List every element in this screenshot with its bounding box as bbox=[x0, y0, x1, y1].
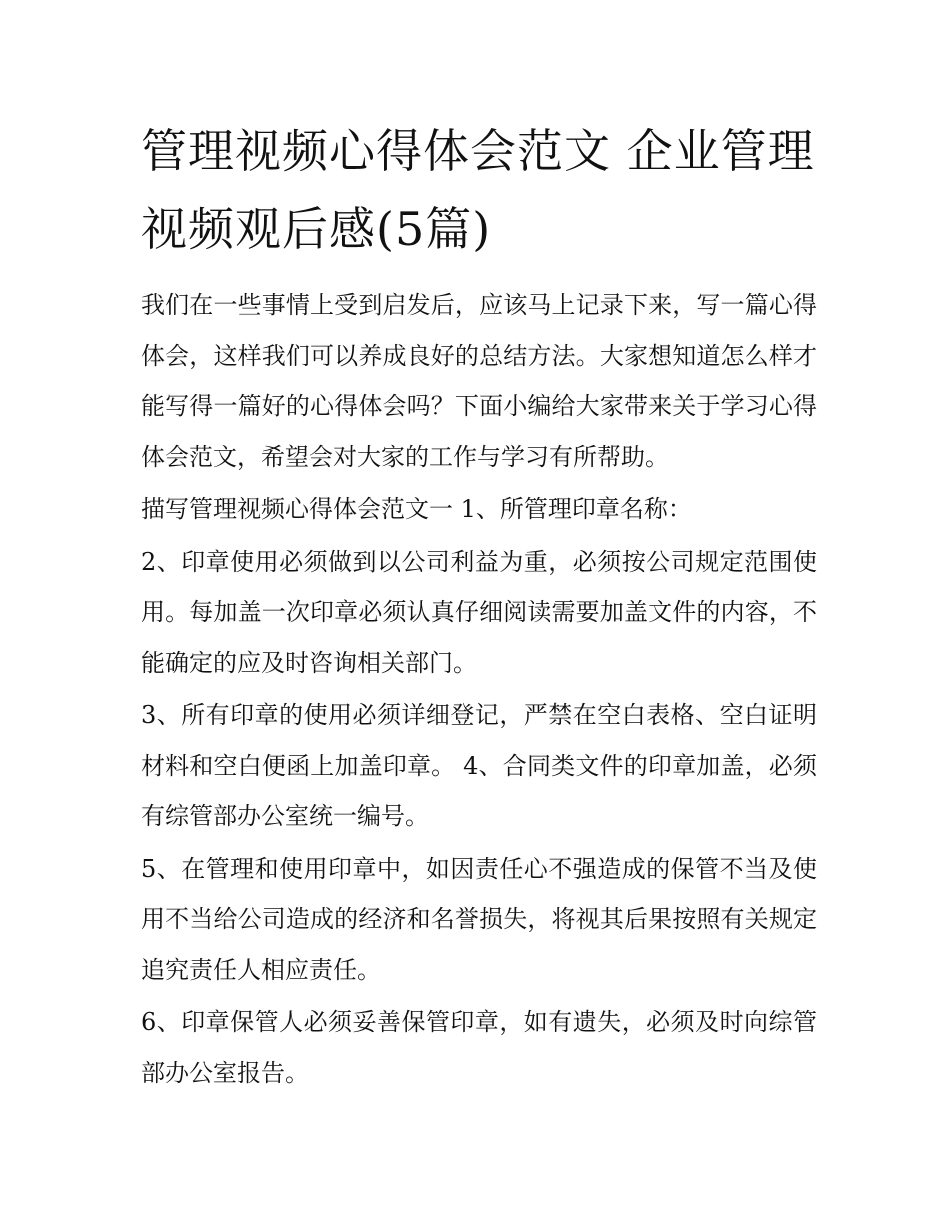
rule-paragraph-5: 5、在管理和使用印章中，如因责任心不强造成的保管不当及使用不当给公司造成的经济和名誉损失，将视其后果按照有关规定追究责任人相应责任。 bbox=[141, 854, 817, 984]
intro-paragraph: 我们在一些事情上受到启发后，应该马上记录下来，写一篇心得体会，这样我们可以养成良好的总结方法。大家想知道怎么样才能写得一篇好的心得体会吗？下面小编给大家带来关于学习心得体会范文，希望会对大家的工作与学习有所帮助。 bbox=[141, 291, 817, 471]
document-title: 管理视频心得体会范文 企业管理视频观后感(5篇) bbox=[141, 124, 815, 256]
document-body bbox=[141, 112, 817, 1100]
rule-paragraph-3-4: 3、所有印章的使用必须详细登记，严禁在空白表格、空白证明材料和空白便函上加盖印章。 4、合同类文件的印章加盖，必须有综管部办公室统一编号。 bbox=[141, 701, 817, 830]
rule-paragraph-6: 6、印章保管人必须妥善保管印章，如有遗失，必须及时向综管部办公室报告。 bbox=[141, 1008, 817, 1087]
rule-paragraph-2: 2、印章使用必须做到以公司利益为重，必须按公司规定范围使用。每加盖一次印章必须认真仔细阅读需要加盖文件的内容，不能确定的应及时咨询相关部门。 bbox=[141, 547, 817, 677]
section-heading-paragraph: 描写管理视频心得体会范文一 1、所管理印章名称： bbox=[141, 495, 692, 523]
